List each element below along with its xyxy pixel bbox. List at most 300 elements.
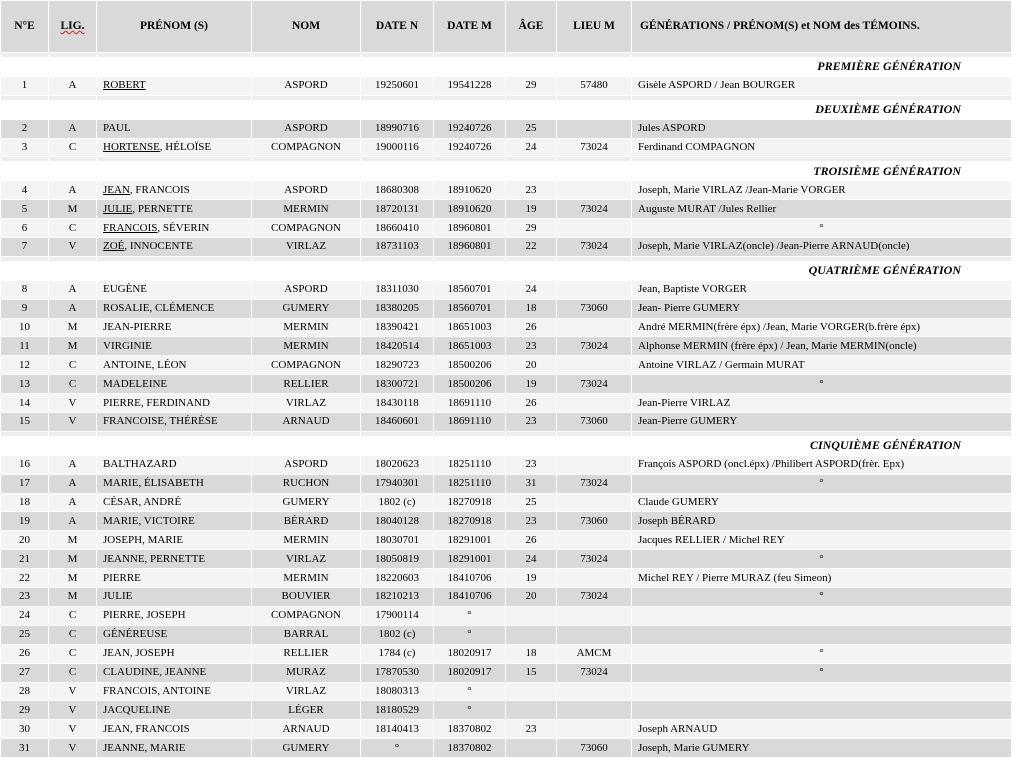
cell-num: 30 <box>1 720 49 739</box>
cell-lieu-m: 73060 <box>557 413 632 432</box>
cell-lieu-m: 73060 <box>557 739 632 758</box>
cell-date-m: 19240726 <box>434 119 506 138</box>
cell-prenom <box>97 720 252 739</box>
cell-lieu-m <box>557 280 632 299</box>
prenom-other: , FRANCOIS <box>129 183 190 196</box>
table-row <box>1 644 1012 663</box>
cell-age: 23 <box>506 181 557 200</box>
cell-date-m: 18291001 <box>434 550 506 569</box>
prenom-other: MADELEINE <box>103 377 168 390</box>
cell-lieu-m <box>557 682 632 701</box>
prenom-usual: JEAN <box>103 183 130 196</box>
table-row <box>1 720 1012 739</box>
cell-age: 29 <box>506 219 557 238</box>
table-row <box>1 531 1012 550</box>
cell-temoins: Jules ASPORD <box>632 119 1012 138</box>
generation-blank-cell <box>361 261 434 280</box>
cell-prenom <box>97 318 252 337</box>
cell-age <box>506 739 557 758</box>
generation-blank-cell <box>361 100 434 119</box>
cell-lig: A <box>49 474 97 493</box>
cell-nom: VIRLAZ <box>252 394 361 413</box>
cell-temoins: ° <box>632 550 1012 569</box>
cell-lieu-m <box>557 455 632 474</box>
cell-date-n: 18460601 <box>361 413 434 432</box>
prenom-other: FRANCOIS, ANTOINE <box>103 684 211 697</box>
generation-blank-cell <box>506 436 557 455</box>
cell-prenom <box>97 739 252 758</box>
cell-lig: M <box>49 318 97 337</box>
generation-blank-cell <box>49 162 97 181</box>
cell-prenom <box>97 299 252 318</box>
cell-date-n: 18390421 <box>361 318 434 337</box>
cell-nom: BÉRARD <box>252 512 361 531</box>
cell-num: 3 <box>1 138 49 157</box>
header-nom: NOM <box>252 1 361 53</box>
cell-lieu-m: 73060 <box>557 299 632 318</box>
generation-blank-cell <box>49 58 97 77</box>
generation-blank-cell <box>506 58 557 77</box>
prenom-other: PIERRE, FERDINAND <box>103 396 210 409</box>
cell-lig: A <box>49 512 97 531</box>
cell-nom: COMPAGNON <box>252 606 361 625</box>
cell-temoins <box>632 625 1012 644</box>
cell-lieu-m <box>557 606 632 625</box>
header-date-n: DATE N <box>361 1 434 53</box>
generation-blank-cell <box>97 261 252 280</box>
generation-blank-cell <box>506 100 557 119</box>
table-row <box>1 280 1012 299</box>
cell-date-m: 18960801 <box>434 219 506 238</box>
generation-blank-cell <box>97 58 252 77</box>
cell-date-m: 18691110 <box>434 394 506 413</box>
cell-prenom <box>97 200 252 219</box>
cell-nom: MERMIN <box>252 569 361 588</box>
prenom-other: JEANNE, PERNETTE <box>103 552 206 565</box>
table-row <box>1 739 1012 758</box>
table-row <box>1 119 1012 138</box>
cell-lig: A <box>49 119 97 138</box>
cell-lieu-m <box>557 356 632 375</box>
cell-nom: VIRLAZ <box>252 682 361 701</box>
cell-date-m: 18910620 <box>434 181 506 200</box>
cell-prenom <box>97 375 252 394</box>
cell-nom: ASPORD <box>252 76 361 95</box>
cell-date-n: 18731103 <box>361 238 434 257</box>
cell-num: 17 <box>1 474 49 493</box>
cell-lig: V <box>49 701 97 720</box>
cell-lig: C <box>49 606 97 625</box>
cell-date-n: 17940301 <box>361 474 434 493</box>
prenom-usual: ROBERT <box>103 79 146 92</box>
cell-num: 1 <box>1 76 49 95</box>
cell-date-m: 19240726 <box>434 138 506 157</box>
cell-nom: ARNAUD <box>252 413 361 432</box>
cell-nom: COMPAGNON <box>252 138 361 157</box>
generation-row <box>1 162 1012 181</box>
cell-prenom <box>97 138 252 157</box>
generation-blank-cell <box>1 100 49 119</box>
cell-prenom <box>97 644 252 663</box>
cell-lig: M <box>49 337 97 356</box>
cell-nom: ASPORD <box>252 119 361 138</box>
cell-prenom <box>97 394 252 413</box>
cell-num: 10 <box>1 318 49 337</box>
generation-blank-cell <box>361 162 434 181</box>
cell-lig: M <box>49 550 97 569</box>
cell-nom: COMPAGNON <box>252 219 361 238</box>
cell-date-n: 18180529 <box>361 701 434 720</box>
cell-num: 8 <box>1 280 49 299</box>
cell-num: 4 <box>1 181 49 200</box>
cell-temoins: Alphonse MERMIN (frère épx) / Jean, Marie MERMIN(oncle) <box>632 337 1012 356</box>
cell-date-n: 18660410 <box>361 219 434 238</box>
cell-lieu-m: 73024 <box>557 550 632 569</box>
prenom-other: FRANCOISE, THÉRÈSE <box>103 415 218 428</box>
cell-lig: M <box>49 588 97 607</box>
cell-nom: GUMERY <box>252 493 361 512</box>
prenom-other: JEANNE, MARIE <box>103 741 186 754</box>
generation-blank-cell <box>361 58 434 77</box>
cell-prenom <box>97 625 252 644</box>
prenom-other: , SÉVERIN <box>157 221 210 234</box>
generation-blank-cell <box>434 100 506 119</box>
cell-date-m: ° <box>434 682 506 701</box>
cell-num: 28 <box>1 682 49 701</box>
cell-num: 31 <box>1 739 49 758</box>
cell-temoins: Ferdinand COMPAGNON <box>632 138 1012 157</box>
cell-lig: C <box>49 644 97 663</box>
cell-num: 15 <box>1 413 49 432</box>
table-row <box>1 606 1012 625</box>
prenom-other: JACQUELINE <box>103 703 171 716</box>
cell-lig: M <box>49 569 97 588</box>
cell-lieu-m: 73024 <box>557 138 632 157</box>
cell-num: 23 <box>1 588 49 607</box>
cell-lig: A <box>49 76 97 95</box>
cell-num: 21 <box>1 550 49 569</box>
cell-date-m: 18251110 <box>434 455 506 474</box>
generation-blank-cell <box>434 58 506 77</box>
cell-num: 12 <box>1 356 49 375</box>
cell-num: 25 <box>1 625 49 644</box>
cell-date-n: 18040128 <box>361 512 434 531</box>
cell-age: 19 <box>506 200 557 219</box>
cell-temoins: Antoine VIRLAZ / Germain MURAT <box>632 356 1012 375</box>
cell-num: 29 <box>1 701 49 720</box>
prenom-usual: FRANCOIS <box>103 221 158 234</box>
cell-temoins: Gisèle ASPORD / Jean BOURGER <box>632 76 1012 95</box>
prenom-other: PAUL <box>103 122 131 135</box>
prenom-usual: JULIE <box>103 202 133 215</box>
cell-nom: GUMERY <box>252 299 361 318</box>
table-row <box>1 375 1012 394</box>
prenom-other: , PERNETTE <box>132 202 193 215</box>
cell-lig: C <box>49 356 97 375</box>
prenom-usual: ZOÉ <box>103 240 125 253</box>
cell-lieu-m <box>557 318 632 337</box>
prenom-other: EUGÈNE <box>103 283 147 296</box>
cell-nom: GUMERY <box>252 739 361 758</box>
header-date-m: DATE M <box>434 1 506 53</box>
cell-date-m: 18960801 <box>434 238 506 257</box>
cell-date-m: 18370802 <box>434 720 506 739</box>
cell-prenom <box>97 219 252 238</box>
cell-temoins: ° <box>632 375 1012 394</box>
generation-blank-cell <box>252 261 361 280</box>
cell-prenom <box>97 588 252 607</box>
cell-date-n: 18380205 <box>361 299 434 318</box>
table-row <box>1 356 1012 375</box>
cell-age: 23 <box>506 337 557 356</box>
table-row <box>1 181 1012 200</box>
cell-num: 19 <box>1 512 49 531</box>
cell-lig: M <box>49 531 97 550</box>
cell-age: 22 <box>506 238 557 257</box>
cell-date-m: 18270918 <box>434 493 506 512</box>
cell-date-m: 18270918 <box>434 512 506 531</box>
prenom-other: MARIE, VICTOIRE <box>103 514 195 527</box>
cell-lieu-m <box>557 531 632 550</box>
cell-lig: V <box>49 720 97 739</box>
table-row <box>1 318 1012 337</box>
cell-date-m: 18291001 <box>434 531 506 550</box>
table-row <box>1 701 1012 720</box>
cell-nom: RELLIER <box>252 644 361 663</box>
cell-age <box>506 682 557 701</box>
cell-age: 15 <box>506 663 557 682</box>
cell-age: 20 <box>506 356 557 375</box>
cell-prenom <box>97 119 252 138</box>
cell-prenom <box>97 701 252 720</box>
table-row <box>1 569 1012 588</box>
cell-date-n: 18080313 <box>361 682 434 701</box>
cell-num: 2 <box>1 119 49 138</box>
cell-age: 19 <box>506 375 557 394</box>
prenom-other: JEAN, JOSEPH <box>103 647 175 660</box>
generation-row <box>1 58 1012 77</box>
cell-temoins: Auguste MURAT /Jules Rellier <box>632 200 1012 219</box>
cell-date-m: ° <box>434 701 506 720</box>
prenom-other: , INNOCENTE <box>124 240 193 253</box>
generation-blank-cell <box>506 162 557 181</box>
cell-temoins: André MERMIN(frère épx) /Jean, Marie VORGER(b.frère épx) <box>632 318 1012 337</box>
cell-date-m: 18251110 <box>434 474 506 493</box>
header-num: N°E <box>1 1 49 53</box>
cell-age: 24 <box>506 138 557 157</box>
cell-date-n: 18210213 <box>361 588 434 607</box>
cell-date-m: 18020917 <box>434 644 506 663</box>
cell-temoins: Jean-Pierre VIRLAZ <box>632 394 1012 413</box>
cell-nom: MERMIN <box>252 200 361 219</box>
cell-prenom <box>97 682 252 701</box>
cell-lieu-m <box>557 569 632 588</box>
cell-lieu-m: 73024 <box>557 337 632 356</box>
cell-lig: A <box>49 181 97 200</box>
table-row <box>1 76 1012 95</box>
cell-age: 18 <box>506 644 557 663</box>
cell-lieu-m: 73060 <box>557 512 632 531</box>
cell-lieu-m <box>557 394 632 413</box>
cell-lig: V <box>49 394 97 413</box>
cell-lieu-m: 73024 <box>557 474 632 493</box>
cell-date-m: 18500206 <box>434 356 506 375</box>
cell-date-n: 17900114 <box>361 606 434 625</box>
cell-prenom <box>97 356 252 375</box>
prenom-other: GÉNÉREUSE <box>103 628 168 641</box>
generation-blank-cell <box>557 261 632 280</box>
table-row <box>1 337 1012 356</box>
cell-prenom <box>97 280 252 299</box>
cell-lig: V <box>49 238 97 257</box>
cell-date-m: 18500206 <box>434 375 506 394</box>
cell-prenom <box>97 606 252 625</box>
cell-nom: RUCHON <box>252 474 361 493</box>
header-lig <box>49 1 97 53</box>
cell-date-m: 18370802 <box>434 739 506 758</box>
cell-nom: ASPORD <box>252 455 361 474</box>
cell-lieu-m: AMCM <box>557 644 632 663</box>
table-row <box>1 413 1012 432</box>
generation-blank-cell <box>252 58 361 77</box>
table-row <box>1 238 1012 257</box>
cell-date-n: 18430118 <box>361 394 434 413</box>
generation-blank-cell <box>361 436 434 455</box>
cell-prenom <box>97 493 252 512</box>
cell-age: 26 <box>506 531 557 550</box>
cell-temoins: Joseph, Marie VIRLAZ(oncle) /Jean-Pierre ARNAUD(oncle) <box>632 238 1012 257</box>
cell-date-n: 18030701 <box>361 531 434 550</box>
cell-temoins: Michel REY / Pierre MURAZ (feu Simeon) <box>632 569 1012 588</box>
cell-temoins: ° <box>632 474 1012 493</box>
generation-blank-cell <box>434 261 506 280</box>
cell-lieu-m <box>557 119 632 138</box>
generation-blank-cell <box>557 436 632 455</box>
prenom-other: CÉSAR, ANDRÉ <box>103 496 182 509</box>
cell-age: 31 <box>506 474 557 493</box>
cell-lig: A <box>49 493 97 512</box>
cell-age: 25 <box>506 493 557 512</box>
cell-age: 23 <box>506 455 557 474</box>
cell-age: 26 <box>506 394 557 413</box>
cell-date-n: 18300721 <box>361 375 434 394</box>
cell-num: 18 <box>1 493 49 512</box>
cell-age: 20 <box>506 588 557 607</box>
cell-nom: ASPORD <box>252 280 361 299</box>
cell-date-m: 19541228 <box>434 76 506 95</box>
cell-nom: ARNAUD <box>252 720 361 739</box>
cell-temoins: Jean, Baptiste VORGER <box>632 280 1012 299</box>
prenom-other: JEAN-PIERRE <box>103 321 172 334</box>
cell-temoins: François ASPORD (oncl.épx) /Philibert ASPORD(frèr. Epx) <box>632 455 1012 474</box>
cell-lieu-m: 73024 <box>557 663 632 682</box>
prenom-other: JULIE <box>103 590 133 603</box>
cell-temoins <box>632 682 1012 701</box>
table-row <box>1 219 1012 238</box>
prenom-other: JOSEPH, MARIE <box>103 533 184 546</box>
cell-lieu-m <box>557 493 632 512</box>
cell-prenom <box>97 663 252 682</box>
cell-lieu-m: 73024 <box>557 375 632 394</box>
prenom-other: BALTHAZARD <box>103 458 177 471</box>
cell-lieu-m <box>557 625 632 644</box>
cell-num: 13 <box>1 375 49 394</box>
header-age: ÂGE <box>506 1 557 53</box>
table-row <box>1 200 1012 219</box>
generation-label: PREMIÈRE GÉNÉRATION <box>632 58 1012 77</box>
table-body <box>1 53 1012 758</box>
cell-date-n: 17870530 <box>361 663 434 682</box>
cell-temoins: ° <box>632 644 1012 663</box>
cell-temoins: Jacques RELLIER / Michel REY <box>632 531 1012 550</box>
cell-date-n: 19250601 <box>361 76 434 95</box>
header-lieu-m: LIEU M <box>557 1 632 53</box>
cell-lieu-m: 57480 <box>557 76 632 95</box>
cell-age <box>506 625 557 644</box>
cell-temoins: Claude GUMERY <box>632 493 1012 512</box>
generation-blank-cell <box>1 58 49 77</box>
table-row <box>1 588 1012 607</box>
cell-num: 14 <box>1 394 49 413</box>
cell-age <box>506 606 557 625</box>
cell-lig: A <box>49 280 97 299</box>
cell-date-n: ° <box>361 739 434 758</box>
table-row <box>1 493 1012 512</box>
table-row <box>1 138 1012 157</box>
cell-nom: MERMIN <box>252 337 361 356</box>
cell-temoins: Joseph, Marie VIRLAZ /Jean-Marie VORGER <box>632 181 1012 200</box>
cell-prenom <box>97 474 252 493</box>
cell-date-n: 1802 (c) <box>361 625 434 644</box>
cell-num: 5 <box>1 200 49 219</box>
generation-blank-cell <box>97 436 252 455</box>
prenom-other: PIERRE, JOSEPH <box>103 609 186 622</box>
cell-date-m: 18651003 <box>434 337 506 356</box>
generation-blank-cell <box>49 436 97 455</box>
cell-temoins: Joseph, Marie GUMERY <box>632 739 1012 758</box>
generation-blank-cell <box>49 100 97 119</box>
cell-date-n: 19000116 <box>361 138 434 157</box>
cell-temoins: ° <box>632 663 1012 682</box>
generation-label: CINQUIÈME GÉNÉRATION <box>632 436 1012 455</box>
cell-date-n: 18290723 <box>361 356 434 375</box>
prenom-other: ANTOINE, LÉON <box>103 358 187 371</box>
generation-blank-cell <box>1 162 49 181</box>
cell-age: 26 <box>506 318 557 337</box>
cell-nom: MURAZ <box>252 663 361 682</box>
table-row <box>1 625 1012 644</box>
prenom-other: PIERRE <box>103 571 141 584</box>
generation-blank-cell <box>97 100 252 119</box>
generation-blank-cell <box>557 162 632 181</box>
cell-lieu-m: 73024 <box>557 200 632 219</box>
generation-label: DEUXIÈME GÉNÉRATION <box>632 100 1012 119</box>
cell-num: 6 <box>1 219 49 238</box>
generation-blank-cell <box>506 261 557 280</box>
header-prenom: PRÉNOM (S) <box>97 1 252 53</box>
cell-prenom <box>97 337 252 356</box>
generation-blank-cell <box>557 100 632 119</box>
cell-lig: A <box>49 299 97 318</box>
prenom-other: JEAN, FRANCOIS <box>103 722 190 735</box>
cell-date-m: 18691110 <box>434 413 506 432</box>
cell-lig: C <box>49 219 97 238</box>
cell-date-m: ° <box>434 606 506 625</box>
cell-date-n: 18420514 <box>361 337 434 356</box>
cell-nom: BOUVIER <box>252 588 361 607</box>
cell-date-m: 18020917 <box>434 663 506 682</box>
cell-prenom <box>97 238 252 257</box>
